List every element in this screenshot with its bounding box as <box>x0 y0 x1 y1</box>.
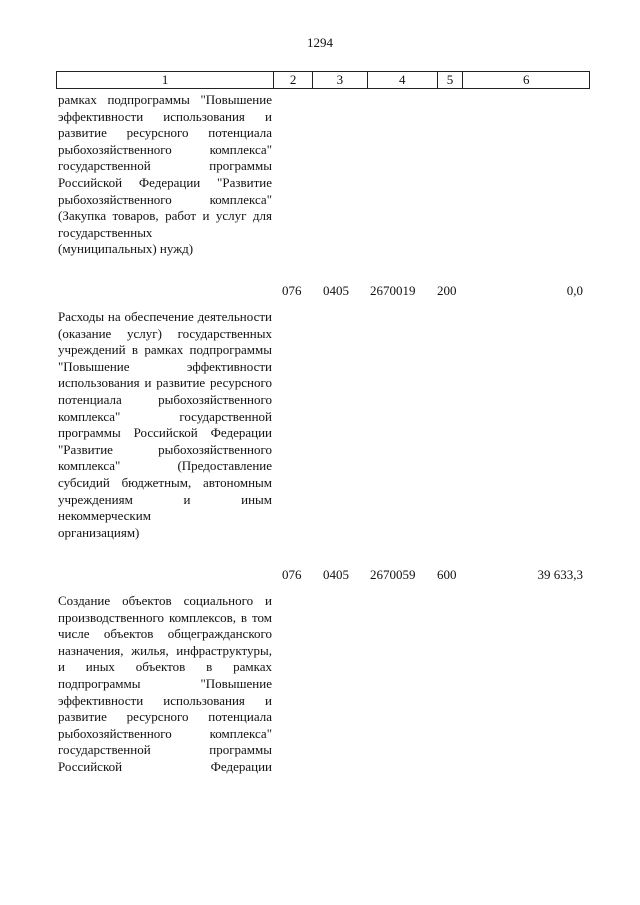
row-2-col-5: 600 <box>437 567 457 582</box>
table-row-2-description <box>58 309 272 541</box>
row-1-text-last: (муниципальных) нужд) <box>58 241 194 257</box>
row-2-col-2: 076 <box>282 567 302 582</box>
row-1-col-5: 200 <box>437 283 457 298</box>
row-1-col-2: 076 <box>282 283 302 298</box>
table-row-1-description <box>58 92 272 258</box>
row-1-col-3: 0405 <box>323 283 349 298</box>
row-1-text: рамках подпрограммы "Повышение эффективности использования и развитие ресурсного потенциала рыбохозяйственного комплекса" государственной программы Российской Федерации "Развитие рыбохозяйственного комплекса" (Закупка товаров, работ и услуг для государственных <box>58 92 272 240</box>
table-header <box>56 71 590 89</box>
page-number: 1294 <box>307 35 333 50</box>
row-1-col-4: 2670019 <box>370 283 416 298</box>
header-col-1: 1 <box>57 72 274 88</box>
header-col-2: 2 <box>274 72 313 88</box>
row-2-col-6: 39 633,3 <box>537 567 583 582</box>
header-col-5: 5 <box>438 72 464 88</box>
row-2-col-3: 0405 <box>323 567 349 582</box>
header-col-6: 6 <box>522 72 530 87</box>
header-col-3: 3 <box>313 72 368 88</box>
row-2-text: Расходы на обеспечение деятельности (оказание услуг) государственных учреждений в рамках подпрограммы "Повышение эффективности использования и развитие ресурсного потенциала рыбохозяйственного комплекса" государственной программы Российской Федерации "Развитие рыбохозяйственного комплекса" (Предоставление субсидий бюджетным, автономным учреждениям и иным некоммерческим <box>58 309 272 524</box>
row-3-text: Создание объектов социального и производственного комплексов, в том числе объектов общегражданского назначения, жилья, инфраструктуры, и иных объектов в рамках подпрограммы "Повышение эффективности использования и развитие ресурсного потенциала рыбохозяйственного комплекса" государственной программы Российской Федерации <box>58 593 272 774</box>
row-2-col-4: 2670059 <box>370 567 416 582</box>
row-1-col-6: 0,0 <box>566 283 583 298</box>
table-row-3-description <box>58 593 272 776</box>
header-col-4: 4 <box>368 72 438 88</box>
row-2-text-last: организациям) <box>58 524 140 540</box>
